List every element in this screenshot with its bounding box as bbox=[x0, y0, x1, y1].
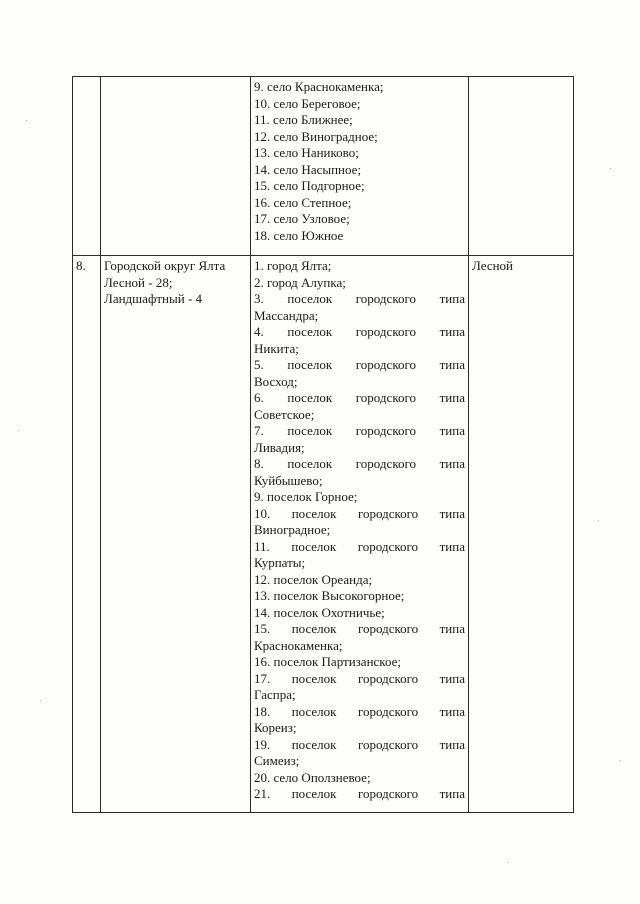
settlement-item: 2. город Алупка; bbox=[254, 274, 346, 290]
settlement-word: 21. bbox=[254, 786, 271, 801]
settlement-item: 20. село Оползневое; bbox=[254, 769, 371, 785]
scan-speck bbox=[620, 760, 621, 761]
settlement-word: типа bbox=[439, 786, 465, 801]
cell-district bbox=[101, 77, 251, 256]
settlement-word: городского bbox=[357, 703, 419, 719]
settlement-item: 16. село Степное; bbox=[254, 194, 352, 210]
settlement-item bbox=[254, 506, 465, 539]
settlement-item bbox=[254, 456, 465, 489]
settlement-word: 6. bbox=[254, 390, 264, 405]
settlement-name: Виноградное; bbox=[254, 522, 331, 537]
scan-speck bbox=[18, 430, 19, 431]
settlement-justified-line bbox=[254, 390, 465, 407]
settlement-item bbox=[254, 671, 465, 704]
settlement-word: 5. bbox=[254, 357, 264, 372]
district-name: Городской округ Ялта bbox=[104, 258, 226, 273]
settlement-word: типа bbox=[439, 670, 465, 686]
settlement-name: Массандра; bbox=[254, 307, 319, 323]
settlement-word: поселок bbox=[287, 390, 333, 405]
settlement-word: городского bbox=[355, 291, 416, 306]
settlement-item bbox=[254, 539, 465, 572]
settlement-word: 4. bbox=[254, 324, 264, 339]
settlement-justified-line bbox=[254, 423, 465, 440]
settlement-word: поселок bbox=[291, 670, 337, 686]
settlement-word: 3. bbox=[254, 291, 264, 306]
settlement-word: поселок bbox=[287, 291, 333, 306]
settlement-item: 1. город Ялта; bbox=[254, 258, 332, 273]
settlement-word: городского bbox=[357, 538, 418, 554]
settlement-word: городского bbox=[357, 670, 419, 686]
settlement-word: городского bbox=[357, 621, 419, 636]
settlement-word: поселок bbox=[287, 324, 333, 339]
settlement-word: поселок bbox=[287, 357, 333, 372]
settlement-justified-line bbox=[254, 539, 465, 556]
settlement-item: 17. село Узловое; bbox=[254, 211, 350, 226]
scan-speck bbox=[40, 700, 41, 701]
settlement-word: поселок bbox=[291, 736, 337, 752]
settlement-word: 7. bbox=[254, 423, 264, 438]
settlement-justified-line bbox=[254, 621, 465, 638]
settlement-word: городского bbox=[355, 357, 416, 372]
settlement-item: 9. поселок Горное; bbox=[254, 489, 358, 504]
settlement-justified-line bbox=[254, 737, 465, 754]
settlement-justified-line bbox=[254, 357, 465, 374]
settlement-word: типа bbox=[439, 703, 465, 719]
settlement-name: Курпаты; bbox=[254, 555, 306, 570]
table-row-continued bbox=[73, 77, 574, 256]
settlement-justified-line bbox=[254, 324, 465, 341]
settlement-word: городского bbox=[357, 786, 419, 801]
settlement-word: типа bbox=[439, 538, 465, 554]
settlement-list bbox=[254, 79, 465, 244]
settlement-name: Гаспра; bbox=[254, 687, 296, 702]
settlement-name: Краснокаменка; bbox=[254, 637, 343, 653]
settlement-word: городского bbox=[355, 423, 416, 438]
settlement-justified-line bbox=[254, 704, 465, 721]
cell-number bbox=[73, 77, 101, 256]
settlement-item: 14. село Насыпное; bbox=[254, 161, 362, 177]
settlement-word: городского bbox=[357, 505, 419, 521]
settlement-word: городского bbox=[355, 324, 416, 339]
settlement-justified-line bbox=[254, 291, 465, 308]
settlement-word: типа bbox=[439, 505, 465, 521]
row-number: 8. bbox=[76, 258, 86, 273]
settlement-item bbox=[254, 357, 465, 390]
table-row-8 bbox=[73, 256, 574, 813]
settlement-word: городского bbox=[355, 390, 416, 405]
settlement-word: типа bbox=[439, 291, 465, 306]
settlement-word: типа bbox=[439, 456, 465, 471]
settlement-item bbox=[254, 621, 465, 654]
settlement-item: 10. село Береговое; bbox=[254, 95, 361, 111]
settlement-item bbox=[254, 737, 465, 770]
cell-settlements bbox=[251, 256, 469, 813]
settlement-word: 19. bbox=[254, 736, 271, 752]
settlement-word: поселок bbox=[287, 423, 333, 438]
settlement-justified-line bbox=[254, 671, 465, 688]
settlement-justified-line bbox=[254, 506, 465, 523]
settlement-item: 13. село Наниково; bbox=[254, 145, 359, 160]
settlement-item: 14. поселок Охотничье; bbox=[254, 604, 385, 620]
settlement-item bbox=[254, 786, 465, 803]
settlement-name: Никита; bbox=[254, 340, 299, 356]
district-forest-count: Лесной - 28; bbox=[104, 274, 173, 290]
settlement-word: поселок bbox=[291, 538, 337, 554]
settlement-word: типа bbox=[439, 324, 465, 339]
scan-speck bbox=[610, 168, 611, 169]
scan-speck bbox=[598, 520, 599, 521]
settlement-name: Симеиз; bbox=[254, 753, 300, 768]
settlement-word: 18. bbox=[254, 703, 271, 719]
settlement-item: 12. поселок Ореанда; bbox=[254, 571, 373, 587]
cell-number bbox=[73, 256, 101, 813]
settlement-word: типа bbox=[439, 390, 465, 405]
settlement-name: Восход; bbox=[254, 373, 298, 389]
cell-district bbox=[101, 256, 251, 813]
settlement-word: 11. bbox=[254, 538, 270, 554]
settlement-name: Куйбышево; bbox=[254, 472, 323, 488]
cluster-type: Лесной bbox=[472, 258, 514, 273]
settlement-item: 15. село Подгорное; bbox=[254, 178, 365, 193]
cell-type bbox=[469, 77, 574, 256]
settlement-word: 15. bbox=[254, 621, 271, 636]
settlement-word: поселок bbox=[287, 456, 333, 471]
settlement-item bbox=[254, 390, 465, 423]
settlement-word: 8. bbox=[254, 456, 264, 471]
settlement-justified-line bbox=[254, 456, 465, 473]
settlement-item: 13. поселок Высокогорное; bbox=[254, 588, 405, 603]
settlements-table bbox=[72, 76, 574, 813]
settlement-word: городского bbox=[357, 736, 419, 752]
settlement-word: типа bbox=[439, 357, 465, 372]
settlement-item: 11. село Ближнее; bbox=[254, 112, 353, 127]
cell-settlements bbox=[251, 77, 469, 256]
settlement-name: Кореиз; bbox=[254, 720, 297, 735]
settlement-word: поселок bbox=[291, 505, 337, 521]
settlement-word: поселок bbox=[291, 621, 337, 636]
scan-speck bbox=[508, 862, 509, 863]
settlement-item bbox=[254, 324, 465, 357]
settlement-word: типа bbox=[439, 423, 465, 438]
settlement-word: поселок bbox=[291, 703, 337, 719]
settlement-word: поселок bbox=[291, 786, 337, 801]
scan-speck bbox=[26, 120, 27, 121]
settlement-item: 9. село Краснокаменка; bbox=[254, 79, 384, 94]
settlement-list bbox=[254, 258, 465, 803]
cell-type bbox=[469, 256, 574, 813]
settlement-name: Советское; bbox=[254, 406, 315, 422]
settlement-name: Ливадия; bbox=[254, 439, 305, 455]
settlement-word: 10. bbox=[254, 505, 271, 521]
settlement-item: 12. село Виноградное; bbox=[254, 128, 378, 144]
settlement-item bbox=[254, 704, 465, 737]
settlement-item: 16. поселок Партизанское; bbox=[254, 654, 401, 669]
district-landscape-count: Ландшафтный - 4 bbox=[104, 291, 203, 306]
settlement-word: типа bbox=[439, 736, 465, 752]
settlement-word: городского bbox=[355, 456, 416, 471]
settlement-justified-line bbox=[254, 786, 465, 803]
settlement-word: 17. bbox=[254, 670, 271, 686]
settlement-item bbox=[254, 423, 465, 456]
settlement-word: типа bbox=[439, 621, 465, 636]
settlement-item: 18. село Южное bbox=[254, 227, 344, 243]
settlement-item bbox=[254, 291, 465, 324]
